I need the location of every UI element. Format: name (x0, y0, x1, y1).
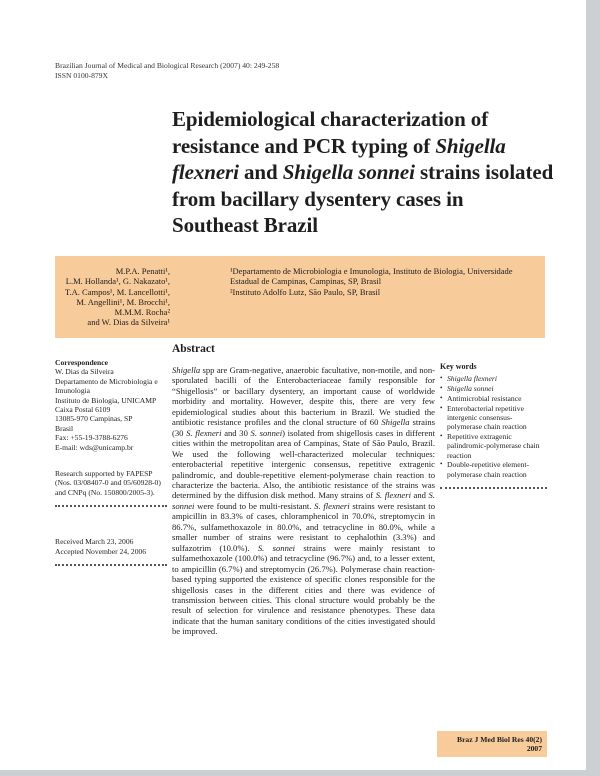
keyword-text: Shigella flexneri (447, 374, 497, 384)
keyword-item (440, 404, 547, 432)
correspondence-line: W. Dias da Silveira (55, 367, 114, 377)
accepted-date: Accepted November 24, 2006 (55, 546, 147, 556)
title-part-3: and (238, 160, 283, 184)
keywords-sidebar (440, 362, 547, 489)
keyword-text: Antimicrobial resistance (447, 393, 522, 403)
keyword-text: Double-repetitive element-polymerase chain reaction (447, 460, 530, 479)
correspondence-line: Instituto de Biologia, UNICAMP (55, 395, 157, 405)
affiliation-2: ²Instituto Adolfo Lutz, São Paulo, SP, Brasil (230, 286, 381, 297)
dates-block (55, 537, 167, 556)
author-line: L.M. Hollanda¹, G. Nakazato¹, (65, 276, 170, 287)
journal-citation-line: Brazilian Journal of Medical and Biological Research (2007) 40: 249-258 (55, 61, 280, 70)
keyword-text: Enterobacterial repetitive intergenic consensus-polymerase chain reaction (447, 403, 527, 432)
journal-citation (55, 61, 279, 80)
correspondence-line: Imunologia (55, 386, 91, 396)
title-part-1: Epidemiological characterization of resistance and PCR typing of (172, 107, 489, 158)
correspondence-line: Departamento de Microbiologia e (55, 376, 158, 386)
author-line: M.M.M. Rocha² (114, 307, 170, 318)
left-sidebar (55, 358, 167, 566)
correspondence-line: 13085-970 Campinas, SP (55, 414, 133, 424)
received-date: Received March 23, 2006 (55, 537, 134, 547)
journal-footer-badge: Braz J Med Biol Res 40(2) 2007 (437, 731, 547, 757)
author-list (55, 266, 170, 328)
authors-affiliations-band (55, 256, 545, 338)
correspondence-fax-line: Fax: +55-19-3788-6276 (55, 433, 128, 443)
affiliation-list (230, 266, 530, 328)
title-species-flexneri: Shigella flexneri (172, 133, 506, 184)
keyword-item (440, 394, 547, 403)
author-line: and W. Dias da Silveira¹ (87, 317, 170, 328)
issn-line: ISSN 0100-879X (55, 70, 108, 80)
correspondence-line: Brasil (55, 423, 74, 433)
dotted-divider (440, 487, 547, 489)
keyword-item (440, 374, 547, 383)
keyword-item (440, 384, 547, 393)
keyword-text: Repetitive extragenic palindromic-polymerase chain reaction (447, 432, 540, 460)
correspondence-email-line: E-mail: wds@unicamp.br (55, 442, 134, 452)
dotted-divider (55, 564, 167, 566)
author-line: M. Angellini¹, M. Brocchi¹, (76, 296, 170, 307)
paper-title (172, 106, 554, 239)
title-part-5: strains isolated from bacillary dysentery cases in Southeast Brazil (172, 160, 554, 237)
dotted-divider (55, 505, 167, 507)
keyword-text: Shigella sonnei (447, 384, 494, 394)
keyword-item (440, 432, 547, 460)
keyword-item (440, 460, 547, 479)
correspondence-heading: Correspondence (55, 358, 109, 367)
correspondence-line: Caixa Postal 6109 (55, 405, 111, 415)
keywords-heading: Key words (440, 362, 477, 371)
author-line: M.P.A. Penatti¹, (115, 266, 170, 276)
abstract-column (172, 343, 435, 637)
author-line: T.A. Campos¹, M. Lancellotti¹, (64, 286, 170, 297)
affiliation-1: ¹Departamento de Microbiologia e Imunologia, Instituto de Biologia, Universidade Estadual de Campinas, Campinas, SP, Brasil (230, 266, 513, 287)
funding-note: Research supported by FAPESP (Nos. 03/08407-0 and 05/60928-0) and CNPq (No. 150800/2005-3). (55, 469, 161, 497)
title-species-sonnei: Shigella sonnei (282, 160, 415, 184)
keywords-list (440, 374, 547, 479)
abstract-text: Shigella spp are Gram-negative, anaerobic facultative, non-motile, and non-sporulated bacilli of the Enterobacteriaceae family responsible for “Shigellosis” or bacillary dysentery, an important cause of worldwide morbidity and mortality. However, despite this, there are very few epidemiological studies about this bacterium in Brazil. We studied the antibiotic resistance profiles and the clonal structure of 60 Shigella strains (30 S. flexneri and 30 S. sonnei) isolated from shigellosis cases in different cities within the metropolitan area of Campinas, State of São Paulo, Brazil. We used the following well-characterized molecular techniques: enterobacterial repetitive intergenic consensus, repetitive extragenic palindromic, and double-repetitive element-polymerase chain reaction to characterize the bacteria. Also, the antibiotic resistance of the strains was determined by the diffusion disk method. Many strains of S. flexneri and S. sonnei were found to be multi-resistant. S. flexneri strains were resistant to ampicillin in 83.3% of cases, chloramphenicol in 70.0%, streptomycin in 86.7%, sulfamethoxazole in 80.0%, and tetracycline in 80.0%, while a smaller number of strains were resistant to cephalothin (3.3%) and sulfazotrim (10.0%). S. sonnei strains were mainly resistant to sulfamethoxazole (100.0%) and tetracycline (96.7%) and, to a lesser extent, to ampicillin (6.7%) and streptomycin (26.7%). Polymerase chain reaction-based typing supported the existence of specific clones responsible for the shigellosis cases in the different cities and there was evidence of transmission between cities. This clonal structure would probably be the result of selection for virulence and resistance phenotypes. These data indicate that the human sanitary conditions of the cities investigated should be improved. (172, 365, 435, 637)
abstract-heading: Abstract (172, 343, 215, 355)
